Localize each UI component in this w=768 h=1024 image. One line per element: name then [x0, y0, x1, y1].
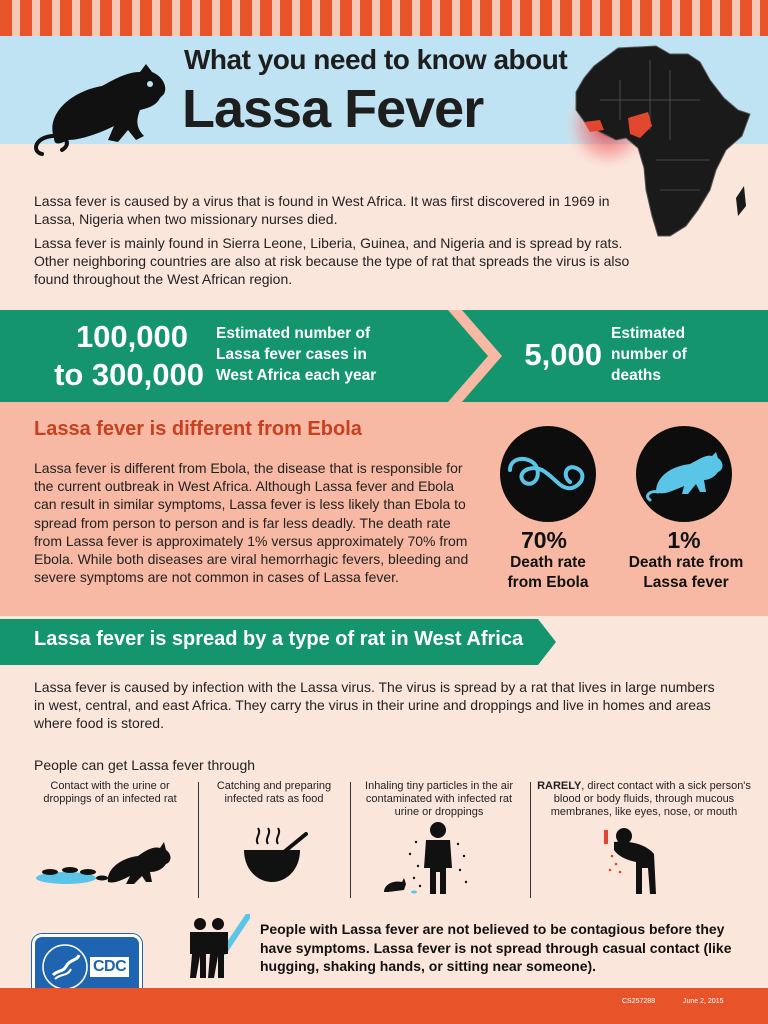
cases-number-line1: 100,000 — [75, 319, 188, 354]
publication-date: June 2, 2015 — [683, 998, 724, 1005]
ebola-death-rate-value: 70% — [520, 527, 568, 553]
lassa-death-rate-value: 1% — [667, 527, 701, 553]
intro-paragraph-2: Lassa fever is mainly found in Sierra Leone, Liberia, Guinea, and Nigeria and is spread by rats. Other neighboring countries are also at risk because the type of rat that spreads the virus is also found throughout the West African region. — [34, 235, 630, 287]
hhs-seal-icon — [41, 943, 89, 991]
title-big: Lassa Fever — [182, 79, 484, 139]
cdc-wordmark: CDC — [90, 957, 129, 977]
intro-text — [34, 192, 654, 294]
spread-heading: Lassa fever is spread by a type of rat in West Africa — [34, 628, 524, 650]
divider — [350, 782, 351, 898]
footer-band — [0, 988, 768, 1024]
stats-chevron — [448, 310, 508, 402]
intro-paragraph-1: Lassa fever is caused by a virus that is found in West Africa. It was first discovered in 1969 in Lassa, Nigeria when two missionary nurses died. — [34, 193, 610, 227]
ebola-body: Lassa fever is different from Ebola, the disease that is responsible for the current outbreak in West Africa. Although Lassa fever and Ebola can result in similar symptoms, Lassa fever is less likely than Ebola to spread from person to person and is far less deadly. The death rate from Lassa fever is approximately 1% versus approximately 70% from Ebola. While both diseases are viral hemorrhagic fevers, bleeding and severe symptoms are not common in cases of Lassa fever. — [34, 460, 469, 586]
deaths-number: 5,000 — [524, 337, 602, 372]
route-urine-droppings: Contact with the urine or droppings of an infected rat — [43, 780, 177, 805]
transmission-intro: People can get Lassa fever through — [34, 757, 256, 773]
food-bowl-icon — [240, 826, 310, 886]
spread-body: Lassa fever is caused by infection with the Lassa virus. The virus is spread by a rat that lives in large numbers in west, central, and east Africa. They carry the virus in their urine and droppings and live in homes and areas where food is stored. — [34, 679, 715, 731]
ebola-heading: Lassa fever is different from Ebola — [34, 418, 362, 440]
divider — [198, 782, 199, 898]
rat-icon — [636, 426, 732, 522]
title-small: What you need to know about — [184, 44, 568, 75]
contagion-note: People with Lassa fever are not believed to be contagious before they have symptoms. Lassa fever is not spread through casual contact (like hugging, shaking hands, or sitting near someone). — [260, 921, 732, 974]
deaths-label: Estimated number of deaths — [611, 325, 687, 384]
cases-label: Estimated number of Lassa fever cases in West Africa each year — [216, 325, 377, 384]
sick-person-icon — [600, 826, 664, 896]
publication-code: CS257288 — [622, 998, 656, 1005]
top-stripes — [0, 0, 768, 36]
route-direct-contact — [536, 780, 752, 819]
route-food: Catching and preparing infected rats as food — [216, 780, 332, 805]
inhaling-person-icon — [380, 820, 476, 896]
divider — [530, 782, 531, 898]
rarely-label: RARELY — [537, 780, 582, 792]
rat-illustration — [32, 54, 172, 166]
people-icon — [186, 914, 250, 980]
rat-droppings-icon — [36, 834, 176, 890]
route-direct-contact-text: , direct contact with a sick person's blood or body fluids, through mucous membranes, like eyes, nose, or mouth — [550, 780, 751, 818]
route-inhaling: Inhaling tiny particles in the air contaminated with infected rat urine or droppings — [365, 780, 513, 818]
ebola-death-rate-label: Death rate from Ebola — [507, 554, 589, 591]
lassa-death-rate-label: Death rate from Lassa fever — [628, 554, 744, 591]
cases-number-line2: to 300,000 — [54, 357, 204, 392]
ebola-virus-icon — [500, 426, 596, 522]
